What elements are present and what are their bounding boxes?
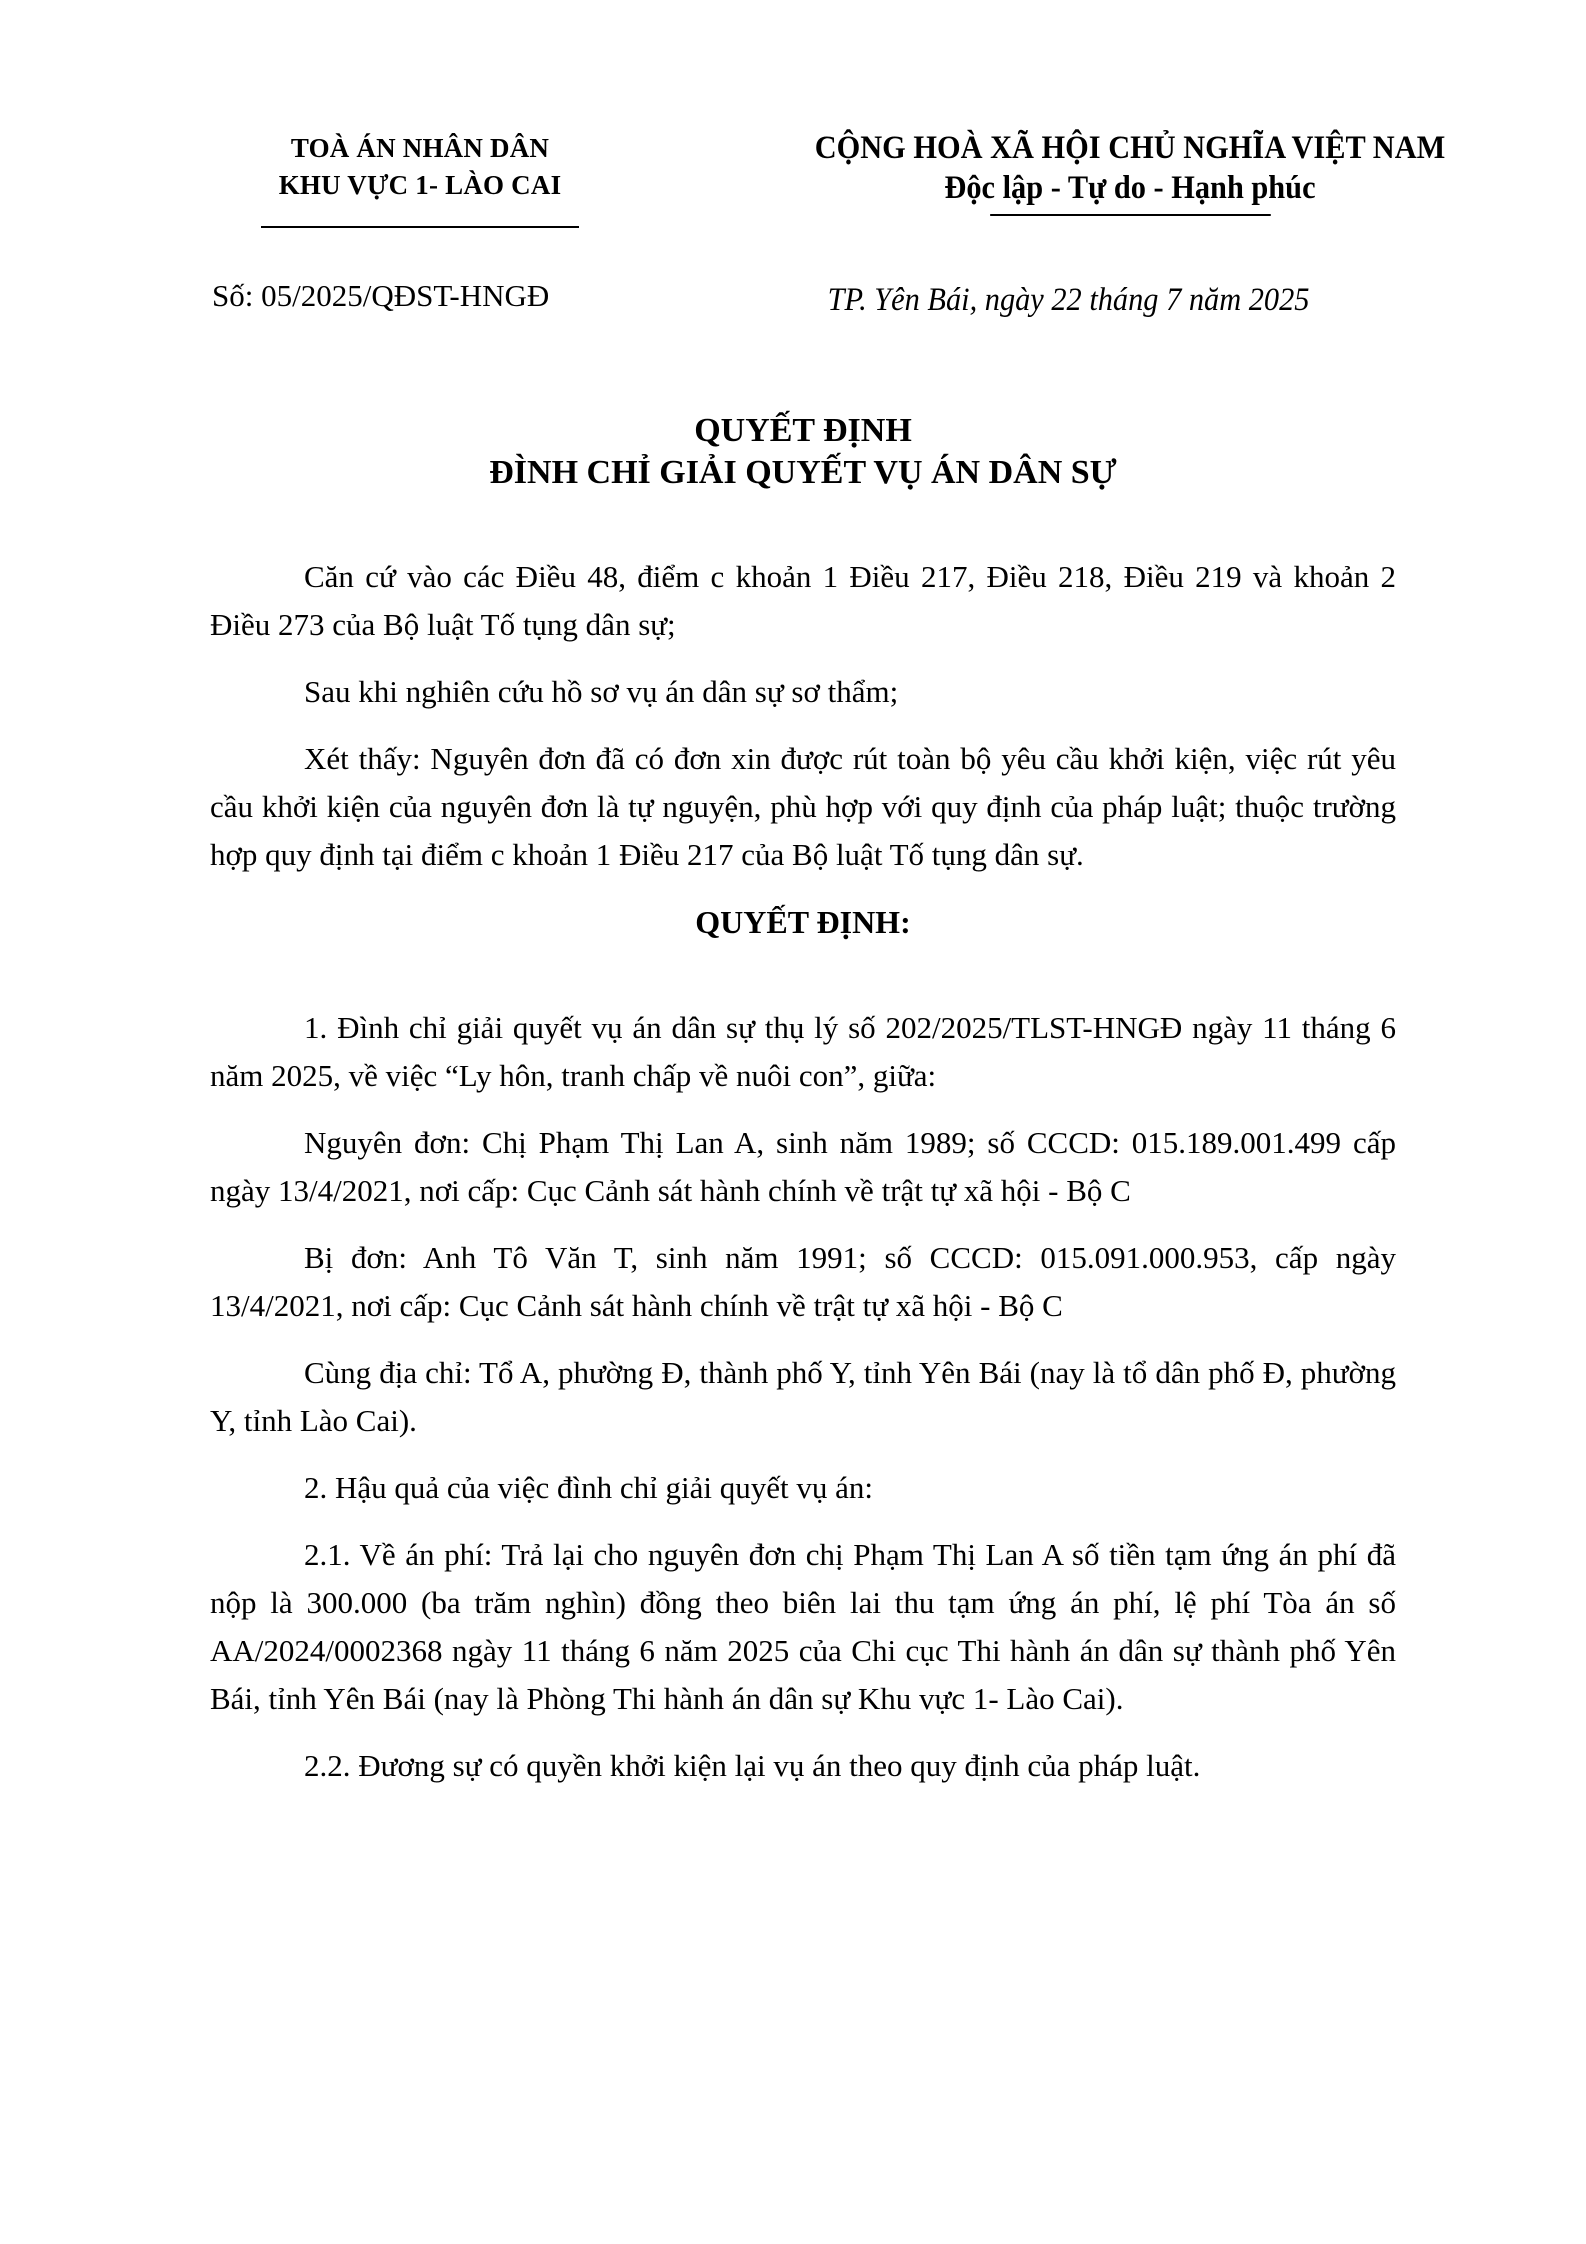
title-line-2: ĐÌNH CHỈ GIẢI QUYẾT VỤ ÁN DÂN SỰ	[489, 454, 1117, 491]
decision-defendant: Bị đơn: Anh Tô Văn T, sinh năm 1991; số CCCD: 015.091.000.953, cấp ngày 13/4/2021, nơi cấp: Cục Cảnh sát hành chính về trật tự xã hội - Bộ C	[210, 1240, 1396, 1323]
decision-item-2-1: 2.1. Về án phí: Trả lại cho nguyên đơn chị Phạm Thị Lan A số tiền tạm ứng án phí đã nộp là 300.000 (ba trăm nghìn) đồng theo biên lai thu tạm ứng án phí, lệ phí Tòa án số AA/2024/0002368 ngày 11 tháng 6 năm 2025 của Chi cục Thi hành án dân sự thành phố Yên Bái, tỉnh Yên Bái (nay là Phòng Thi hành án dân sự Khu vực 1- Lào Cai).	[210, 1537, 1396, 1716]
decision-plaintiff: Nguyên đơn: Chị Phạm Thị Lan A, sinh năm 1989; số CCCD: 015.189.001.499 cấp ngày 13/4/2021, nơi cấp: Cục Cảnh sát hành chính về trật tự xã hội - Bộ C	[210, 1125, 1396, 1208]
decision-address: Cùng địa chỉ: Tổ A, phường Đ, thành phố Y, tỉnh Yên Bái (nay là tổ dân phố Đ, phường Y, tỉnh Lào Cai).	[210, 1355, 1396, 1438]
title-line-1: QUYẾT ĐỊNH	[694, 412, 912, 449]
place-and-date: TP. Yên Bái, ngày 22 tháng 7 năm 2025	[827, 282, 1310, 318]
national-header	[780, 128, 1479, 216]
issuer-line-1: TOÀ ÁN NHÂN DÂN	[290, 133, 550, 163]
document-title	[210, 410, 1396, 494]
national-motto: Độc lập - Tự do - Hạnh phúc	[944, 170, 1316, 206]
issuer-underline	[261, 226, 579, 228]
document-number: Số: 05/2025/QĐST-HNGĐ	[212, 278, 550, 313]
decision-item-2-2: 2.2. Đương sự có quyền khởi kiện lại vụ án theo quy định của pháp luật.	[304, 1748, 1201, 1783]
issuer-block	[230, 130, 610, 228]
country-name: CỘNG HOÀ XÃ HỘI CHỦ NGHĨA VIỆT NAM	[814, 130, 1446, 166]
document-body	[210, 553, 1396, 1809]
preamble-findings: Xét thấy: Nguyên đơn đã có đơn xin được rút toàn bộ yêu cầu khởi kiện, việc rút yêu cầu khởi kiện của nguyên đơn là tự nguyện, phù hợp với quy định của pháp luật; thuộc trường hợp quy định tại điểm c khoản 1 Điều 217 của Bộ luật Tố tụng dân sự.	[210, 741, 1396, 872]
issuer-line-2: KHU VỰC 1- LÀO CAI	[278, 170, 562, 200]
decision-item-2: 2. Hậu quả của việc đình chỉ giải quyết vụ án:	[304, 1470, 874, 1505]
decision-heading: QUYẾT ĐỊNH:	[695, 904, 911, 940]
motto-underline	[990, 214, 1271, 216]
decision-item-1: 1. Đình chỉ giải quyết vụ án dân sự thụ lý số 202/2025/TLST-HNGĐ ngày 11 tháng 6 năm 2025, về việc “Ly hôn, tranh chấp về nuôi con”, giữa:	[210, 1010, 1396, 1093]
preamble-legal-basis: Căn cứ vào các Điều 48, điểm c khoản 1 Điều 217, Điều 218, Điều 219 và khoản 2 Điều 273 của Bộ luật Tố tụng dân sự;	[210, 559, 1396, 642]
preamble-review: Sau khi nghiên cứu hồ sơ vụ án dân sự sơ thẩm;	[304, 674, 899, 709]
